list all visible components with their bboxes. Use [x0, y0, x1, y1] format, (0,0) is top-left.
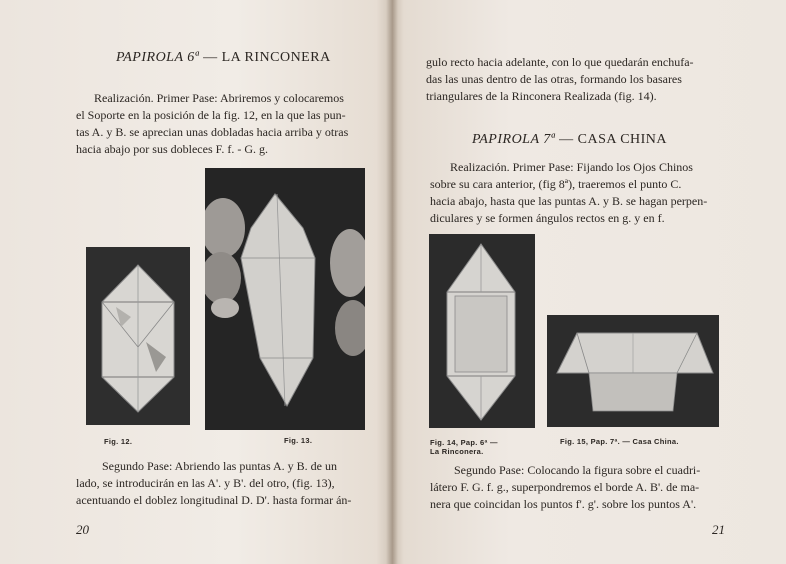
fig-15-diagram — [547, 315, 719, 427]
left-para-1-line: Realización. Primer Pase: Abriremos y colocaremos — [94, 91, 344, 105]
fig-15-photo — [547, 315, 719, 427]
left-page-title — [116, 50, 331, 66]
fig-14-caption — [430, 438, 498, 456]
right-page-title — [472, 132, 667, 148]
left-para-2-line: lado, se introducirán en las A'. y B'. del otro, (fig. 13), — [76, 476, 335, 490]
fig-13-caption: Fig. 13. — [284, 436, 313, 445]
fig-15-caption: Fig. 15, Pap. 7ª. — Casa China. — [560, 437, 679, 446]
fig-13-diagram — [205, 168, 365, 430]
left-para-2-line: Segundo Pase: Abriendo las puntas A. y B. de un — [102, 459, 337, 473]
right-page — [392, 0, 786, 564]
papirola-7-number: PAPIROLA 7ª — [472, 132, 556, 147]
left-page — [0, 0, 392, 564]
papirola-7-name: — CASA CHINA — [559, 132, 668, 147]
right-para-2-line: látero F. G. f. g., superpondremos el borde A. B'. de ma- — [430, 480, 700, 494]
right-page-number: 21 — [712, 522, 725, 537]
papirola-6-number: PAPIROLA 6ª — [116, 50, 200, 65]
right-para-0 — [426, 54, 732, 105]
fig-12-diagram — [86, 247, 190, 425]
right-para-0-line: gulo recto hacia adelante, con lo que quedarán enchufa- — [426, 55, 694, 69]
right-para-1 — [430, 159, 730, 227]
right-para-2 — [430, 462, 730, 513]
right-para-2-line: Segundo Pase: Colocando la figura sobre el cuadri- — [454, 463, 701, 477]
left-para-1 — [76, 90, 366, 158]
fig-14-photo — [429, 234, 535, 428]
fig-12-photo — [86, 247, 190, 425]
left-page-number: 20 — [76, 522, 89, 537]
fig-13-photo — [205, 168, 365, 430]
fig-12-caption: Fig. 12. — [104, 437, 133, 446]
left-para-2 — [76, 458, 366, 509]
left-para-1-line: hacia abajo por sus dobleces F. f. - G. g. — [76, 142, 268, 156]
right-para-0-line: triangulares de la Rinconera Realizada (fig. 14). — [426, 89, 657, 103]
left-para-2-line: acentuando el doblez longitudinal D. D'. hasta formar án- — [76, 493, 352, 507]
fig-14-caption-line: La Rinconera. — [430, 447, 484, 456]
fig-14-diagram — [429, 234, 535, 428]
right-para-1-line: sobre su cara anterior, (fig 8ª), traeremos el punto C. — [430, 177, 682, 191]
left-para-1-line: tas A. y B. se aprecian unas dobladas hacia arriba y otras — [76, 125, 349, 139]
book-gutter — [386, 0, 398, 564]
fig-14-caption-line: Fig. 14, Pap. 6ª — — [430, 438, 498, 447]
left-para-1-line: el Soporte en la posición de la fig. 12, en la que las pun- — [76, 108, 346, 122]
right-para-1-line: hacia abajo, hasta que las puntas A. y B. se hagan perpen- — [430, 194, 708, 208]
papirola-6-name: — LA RINCONERA — [203, 50, 331, 65]
right-para-1-line: Realización. Primer Pase: Fijando los Ojos Chinos — [450, 160, 693, 174]
right-para-0-line: das las unas dentro de las otras, formando los basares — [426, 72, 682, 86]
right-para-2-line: nera que coincidan los puntos f'. g'. sobre los puntos A'. — [430, 497, 697, 511]
right-para-1-line: diculares y se formen ángulos rectos en g. y en f. — [430, 211, 665, 225]
